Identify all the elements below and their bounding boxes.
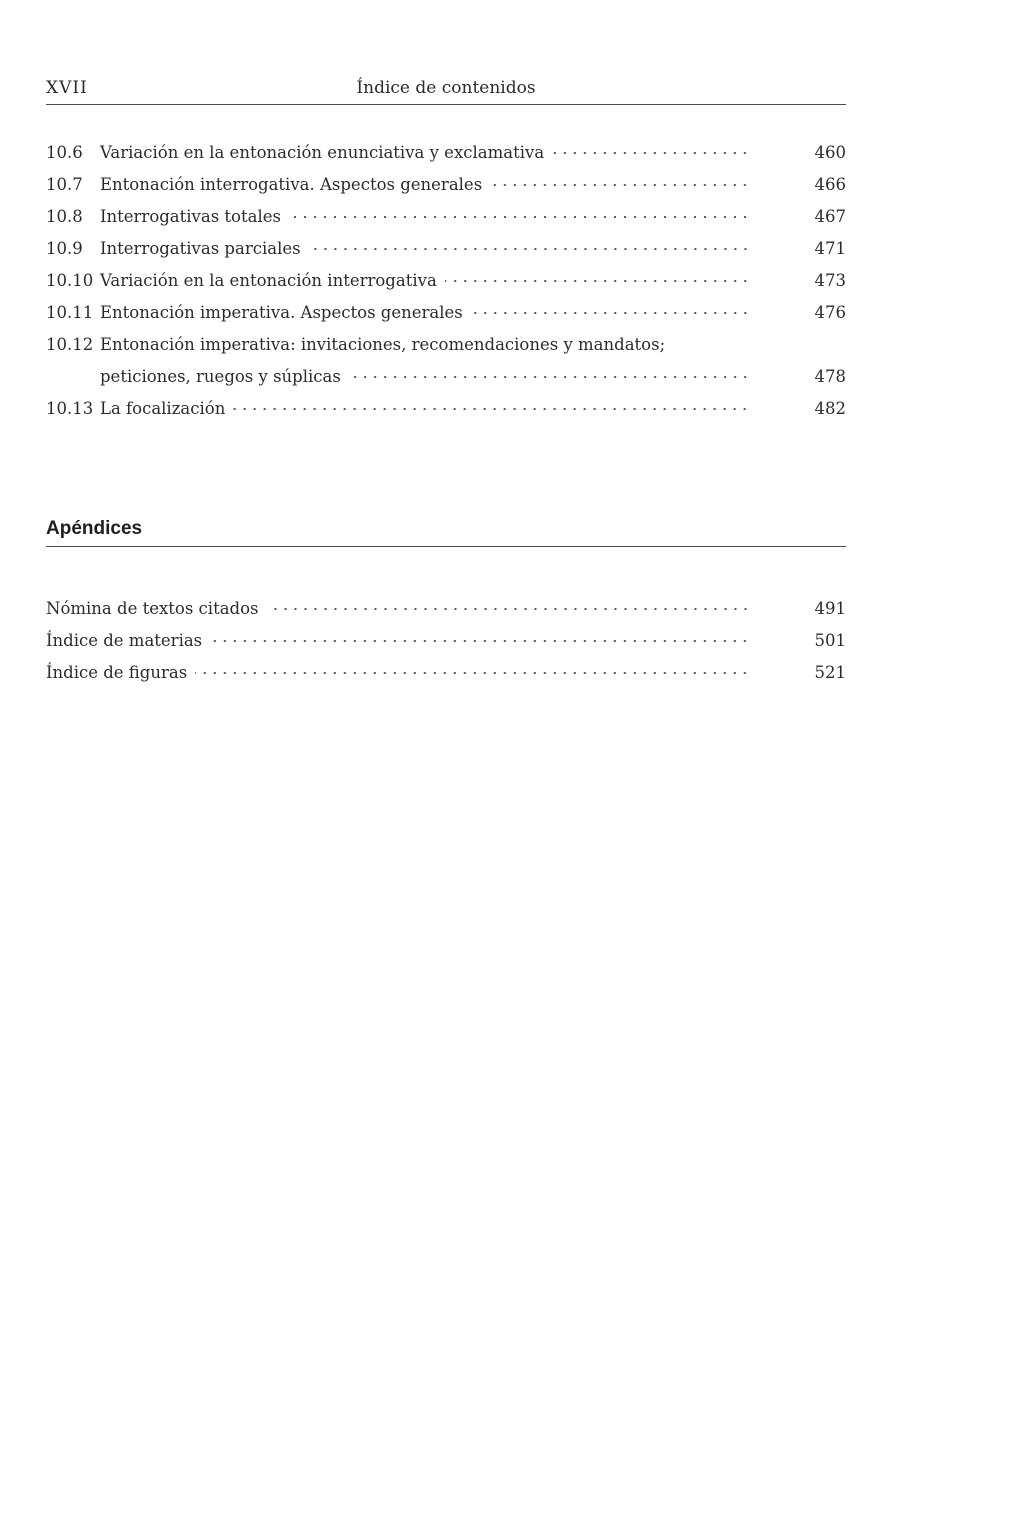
toc-entry-10-8 <box>46 201 846 233</box>
toc-entry-number: 10.12 <box>46 335 94 354</box>
toc-entry-10-12 <box>46 329 846 393</box>
toc-entry-page: 460 <box>814 143 846 162</box>
toc-entry-row <box>100 169 750 201</box>
dot-leader <box>349 376 750 378</box>
toc-entry-number: 10.10 <box>46 271 94 290</box>
toc-entry-title: Variación en la entonación enunciativa y exclamativa <box>100 143 545 162</box>
toc-entry-number: 10.13 <box>46 399 94 418</box>
appendix-entry-indice-materias <box>46 625 846 657</box>
toc-entry-title-line2: peticiones, ruegos y súplicas <box>100 367 341 386</box>
table-of-contents <box>46 137 846 425</box>
toc-entry-10-11 <box>46 297 846 329</box>
toc-entry-number: 10.7 <box>46 175 83 194</box>
toc-entry-title: Entonación imperativa. Aspectos generales <box>100 303 463 322</box>
toc-entry-10-9 <box>46 233 846 265</box>
toc-entry-title: La focalización <box>100 399 226 418</box>
dot-leader <box>471 312 750 314</box>
toc-entry-page: 471 <box>814 239 846 258</box>
appendix-section-heading <box>46 516 846 547</box>
dot-leader <box>210 640 750 642</box>
dot-leader <box>309 248 750 250</box>
page-header <box>46 74 846 105</box>
toc-entry-page: 478 <box>814 367 846 386</box>
toc-entry-title: Entonación interrogativa. Aspectos generales <box>100 175 483 194</box>
dot-leader <box>490 184 750 186</box>
page-number: XVII <box>46 78 88 98</box>
toc-entry-row <box>46 657 750 689</box>
toc-entry-row <box>100 393 750 425</box>
toc-entry-number: 10.11 <box>46 303 94 322</box>
toc-entry-row <box>100 233 750 265</box>
toc-entry-page: 521 <box>814 663 846 682</box>
toc-entry-10-7 <box>46 169 846 201</box>
toc-entry-title: Índice de figuras <box>46 663 188 682</box>
toc-entry-10-10 <box>46 265 846 297</box>
toc-entry-title-line1: Entonación imperativa: invitaciones, recomendaciones y mandatos; <box>100 335 666 354</box>
toc-entry-number: 10.8 <box>46 207 83 226</box>
appendix-heading-text: Apéndices <box>46 518 143 539</box>
toc-entry-page: 476 <box>814 303 846 322</box>
toc-entry-title: Nómina de textos citados <box>46 599 259 618</box>
toc-entry-page: 501 <box>814 631 846 650</box>
toc-entry-row <box>100 201 750 233</box>
toc-entry-row <box>100 137 750 169</box>
toc-entry-10-13 <box>46 393 846 425</box>
toc-entry-page: 491 <box>814 599 846 618</box>
toc-entry-10-6 <box>46 137 846 169</box>
appendix-entry-textos-citados <box>46 593 846 625</box>
dot-leader <box>552 152 750 154</box>
toc-entry-title: Interrogativas totales <box>100 207 281 226</box>
toc-entry-page: 467 <box>814 207 846 226</box>
appendix-entry-indice-figuras <box>46 657 846 689</box>
toc-entry-row <box>46 593 750 625</box>
toc-entry-page: 473 <box>814 271 846 290</box>
dot-leader <box>233 408 750 410</box>
toc-entry-row <box>46 625 750 657</box>
toc-entry-title: Variación en la entonación interrogativa <box>100 271 437 290</box>
toc-entry-number: 10.6 <box>46 143 83 162</box>
dot-leader <box>445 280 750 282</box>
toc-entry-title: Índice de materias <box>46 631 203 650</box>
toc-entry-row <box>100 361 750 393</box>
toc-entry-number: 10.9 <box>46 239 83 258</box>
toc-entry-title: Interrogativas parciales <box>100 239 301 258</box>
dot-leader <box>267 608 750 610</box>
toc-entry-page: 466 <box>814 175 846 194</box>
running-title: Índice de contenidos <box>356 78 536 98</box>
toc-entry-page: 482 <box>814 399 846 418</box>
toc-entry-row <box>100 297 750 329</box>
dot-leader <box>195 672 750 674</box>
dot-leader <box>289 216 750 218</box>
appendix-list <box>46 593 846 689</box>
toc-entry-row <box>100 265 750 297</box>
